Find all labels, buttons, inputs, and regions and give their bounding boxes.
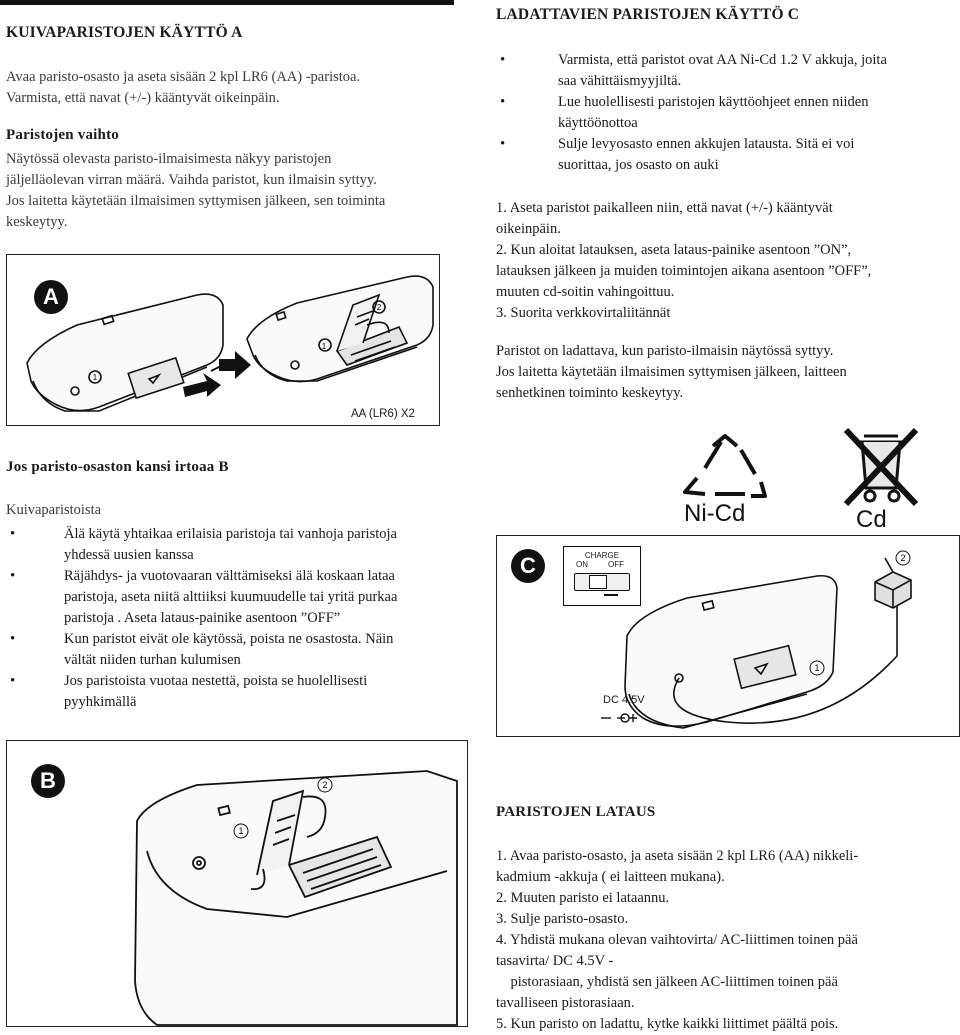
step-line: 2. Muuten paristo ei lataannu. xyxy=(496,890,670,906)
charging-note xyxy=(496,341,958,404)
step-line: 3. Sulje paristo-osasto. xyxy=(496,911,629,927)
step-line: pistorasiaan, yhdistä sen jälkeen AC-liittimen toinen pää xyxy=(496,974,838,990)
figure-c-drawing xyxy=(497,536,959,736)
figure-b-badge: B xyxy=(31,764,65,798)
crossed-bin-icon xyxy=(836,424,926,508)
figure-a-caption: AA (LR6) X2 xyxy=(351,408,415,420)
step-2-marker-b: 2 xyxy=(322,780,328,790)
figure-a xyxy=(6,254,440,426)
charge-label: CHARGE xyxy=(584,551,620,560)
list-item-line: paristoja, aseta niitä alttiiksi kuumuudelle tai yritä purkaa xyxy=(64,589,398,605)
step-line: 2. Kun aloitat latauksen, aseta lataus-painike asentoon ”ON”, xyxy=(496,242,852,258)
list-item-line: suorittaa, jos osasto on auki xyxy=(558,157,719,173)
step-line: kadmium -akkuja ( ei laitteen mukana). xyxy=(496,869,725,885)
list-item xyxy=(6,524,476,566)
bin-label: Cd xyxy=(856,506,887,533)
list-item xyxy=(6,629,476,671)
step-line: 1. Avaa paristo-osasto, ja aseta sisään 2 kpl LR6 (AA) nikkeli- xyxy=(496,848,859,864)
change-text-line-1: Näytössä olevasta paristo-ilmaisimesta näkyy paristojen xyxy=(6,151,332,167)
list-item-line: vältät niiden turhan kulumisen xyxy=(64,652,241,668)
recycle-label: Ni-Cd xyxy=(684,500,746,527)
change-text-line-2: jäljelläolevan virran määrä. Vaihda paristot, kun ilmaisin syttyy. xyxy=(6,172,377,188)
dry-batteries-title: KUIVAPARISTOJEN KÄYTTÖ A xyxy=(6,24,243,41)
figure-c-badge: C xyxy=(511,549,545,583)
list-item-line: pyyhkimällä xyxy=(64,694,137,710)
step-line: 1. Aseta paristot paikalleen niin, että navat (+/-) kääntyvät xyxy=(496,200,833,216)
step-1-marker-b: 1 xyxy=(238,826,244,836)
list-item-line: saa vähittäismyyjiltä. xyxy=(558,73,682,89)
figure-b xyxy=(6,740,468,1027)
step-1-marker-c: 1 xyxy=(814,663,820,673)
change-text-line-4: keskeytyy. xyxy=(6,214,68,230)
list-item xyxy=(6,566,476,629)
recycle-symbol xyxy=(670,432,780,532)
step-1-marker-device-1: 1 xyxy=(92,373,98,382)
step-line: 4. Yhdistä mukana olevan vaihtovirta/ AC-liittimen toinen pää xyxy=(496,932,858,948)
step-1-marker: 1 xyxy=(321,342,327,351)
list-item-line: • Kun paristot eivät ole käytössä, poista ne osastosta. Näin xyxy=(64,631,394,647)
cover-detached-title: Jos paristo-osaston kansi irtoaa B xyxy=(6,459,229,475)
step-line: latauksen jälkeen ja muiden toimintojen aikana asentoon ”OFF”, xyxy=(496,263,872,279)
dry-text-line-1: Avaa paristo-osasto ja aseta sisään 2 kpl LR6 (AA) -paristoa. xyxy=(6,69,361,85)
step-line: 3. Suorita verkkovirtaliitännät xyxy=(496,305,671,321)
dc-polarity-icon xyxy=(601,714,637,722)
figure-c xyxy=(496,535,960,737)
step-line: tavalliseen pistorasiaan. xyxy=(496,995,635,1011)
figure-a-drawing xyxy=(7,255,439,425)
recycle-icon xyxy=(675,432,775,502)
list-item xyxy=(6,671,476,713)
list-item-line: • Lue huolellisesti paristojen käyttöohjeet ennen niiden xyxy=(558,94,869,110)
rechargeable-title: LADATTAVIEN PARISTOJEN KÄYTTÖ C xyxy=(496,6,800,23)
step-line: tasavirta/ DC 4.5V - xyxy=(496,953,614,969)
dry-batteries-text xyxy=(6,67,456,109)
list-item-line: yhdessä uusien kanssa xyxy=(64,547,194,563)
list-item xyxy=(496,92,958,134)
rechargeable-steps xyxy=(496,198,958,324)
change-text-line-3: Jos laitetta käytetään ilmaisimen syttymisen jälkeen, sen toiminta xyxy=(6,193,386,209)
list-item-line: • Älä käytä yhtaikaa erilaisia paristoja tai vanhoja paristoja xyxy=(64,526,397,542)
figure-b-drawing xyxy=(7,741,467,1026)
list-item-line: • Jos paristoista vuotaa nestettä, poista se huolellisesti xyxy=(64,673,368,689)
crossed-bin-symbol xyxy=(826,424,946,534)
cover-bullet-list xyxy=(6,524,476,713)
note-line: Paristot on ladattava, kun paristo-ilmaisin näytössä syttyy. xyxy=(496,343,834,359)
battery-change-title: Paristojen vaihto xyxy=(6,127,119,143)
step-2-marker-c: 2 xyxy=(900,553,906,563)
list-item-line: • Varmista, että paristot ovat AA Ni-Cd 1.2 V akkuja, joita xyxy=(558,52,887,68)
note-line: Jos laitetta käytetään ilmaisimen syttymisen jälkeen, laitteen xyxy=(496,364,847,380)
off-label: OFF xyxy=(608,560,624,569)
list-item xyxy=(496,50,958,92)
list-item-line: • Räjähdys- ja vuotovaaran välttämiseksi älä koskaan lataa xyxy=(64,568,395,584)
charging-title: PARISTOJEN LATAUS xyxy=(496,804,656,820)
note-line: senhetkinen toiminto keskeytyy. xyxy=(496,385,684,401)
on-label: ON xyxy=(576,560,588,569)
dry-text-line-2: Varmista, että navat (+/-) kääntyvät oikeinpäin. xyxy=(6,90,280,106)
list-item-line: paristoja . Aseta lataus-painike asentoon ”OFF” xyxy=(64,610,341,626)
step-line: muuten cd-soitin vahingoittuu. xyxy=(496,284,675,300)
step-line: 5. Kun paristo on ladattu, kytke kaikki liittimet päältä pois. xyxy=(496,1016,839,1032)
rechargeable-bullet-list xyxy=(496,50,958,176)
step-2-marker: 2 xyxy=(376,303,382,312)
charging-steps xyxy=(496,846,958,1035)
list-item xyxy=(496,134,958,176)
cover-subtitle: Kuivaparistoista xyxy=(6,502,102,518)
step-line: oikeinpäin. xyxy=(496,221,561,237)
battery-change-text xyxy=(6,149,466,233)
figure-a-badge: A xyxy=(34,280,68,314)
list-item-line: • Sulje levyosasto ennen akkujen latausta. Sitä ei voi xyxy=(558,136,855,152)
top-rule xyxy=(0,0,454,5)
list-item-line: käyttöönottoa xyxy=(558,115,638,131)
dc-label: DC 4.5V xyxy=(603,694,645,706)
